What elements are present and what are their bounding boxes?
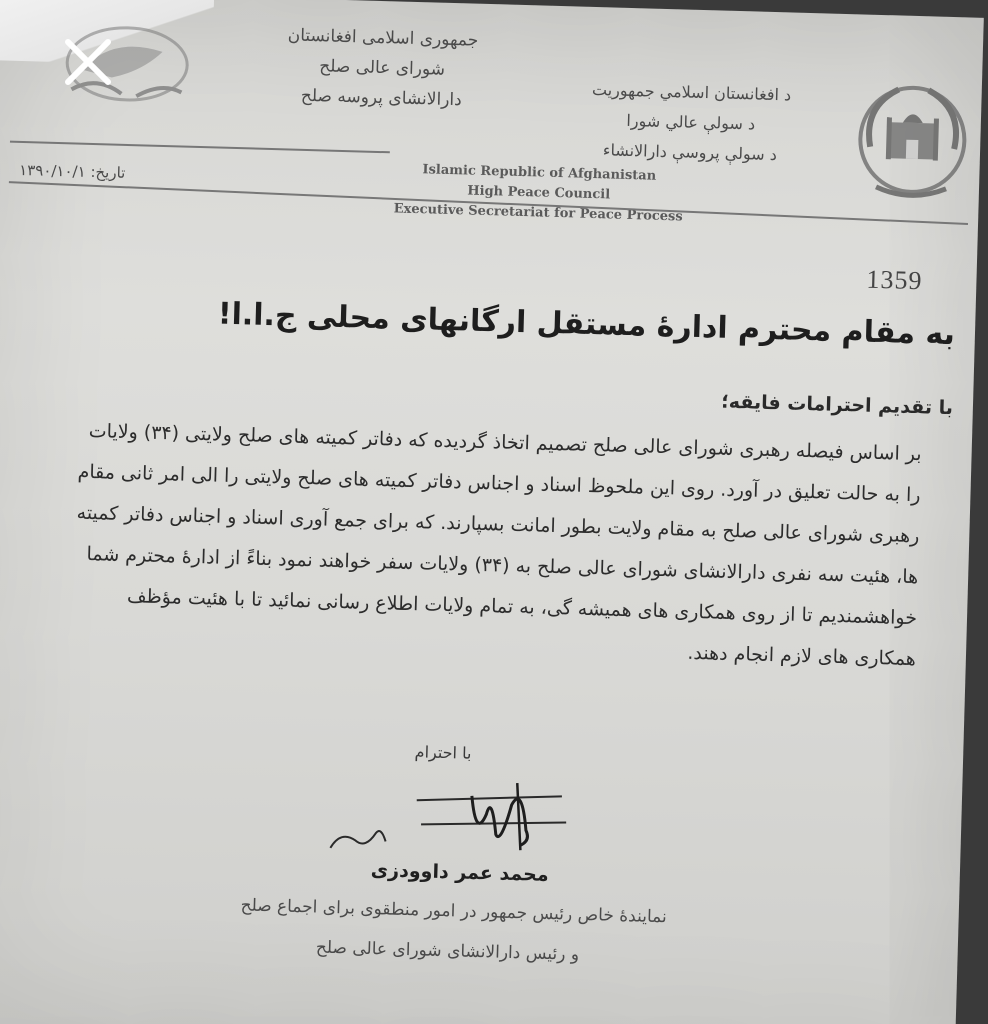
letterhead-line: د افغانستان اسلامي جمهوریت xyxy=(591,79,792,105)
letterhead-line: شورای عالی صلح xyxy=(319,56,446,80)
pashto-letterhead xyxy=(570,74,812,171)
letterhead-line: Executive Secretariat for Peace Process xyxy=(393,201,683,225)
body-line: همکاری های لازم انجام دهند. xyxy=(687,641,917,671)
addressee-line: به مقام محترم ادارهٔ مستقل ارگانهای محلی ج.ا.ا! xyxy=(217,296,956,353)
close-button[interactable] xyxy=(58,32,118,92)
letterhead-line: د سولې پروسې دارالانشاء xyxy=(602,140,778,165)
handwritten-signature xyxy=(320,770,582,867)
reference-number: 1359 xyxy=(866,264,923,296)
close-icon xyxy=(58,32,118,92)
header-divider xyxy=(10,141,390,154)
letter-body xyxy=(36,410,923,680)
dari-letterhead xyxy=(251,19,513,116)
body-line: رهبری شورای عالی صلح به مقام ولایت بطور امانت بسپارند. که برای جمع آوری اسناد و اجناس دفاتر کمیته xyxy=(76,501,920,548)
letterhead-line: High Peace Council xyxy=(467,183,611,203)
body-line: را به حالت تعلیق در آورد. روی این ملحوظ اسناد و اجناس دفاتر کمیته های صلح ولایتی را الی امر ثانی مقام xyxy=(77,460,921,507)
signer-title: نمایندهٔ خاص رئیس جمهور در امور منطقوی برای اجماع صلح xyxy=(240,895,667,928)
date-label: تاریخ: xyxy=(90,162,126,182)
letterhead-line: د سولې عالي شورا xyxy=(626,110,756,134)
closing-line: با احترام xyxy=(414,742,472,763)
signer-name: محمد عمر داوودزی xyxy=(370,859,549,887)
signer-title: و رئیس دارالانشای شورای عالی صلح xyxy=(315,937,580,965)
date-field xyxy=(19,161,126,182)
body-line: خواهشمندیم تا از روی همکاری های همیشه گی، به تمام ولایات اطلاع رسانی نمائید تا با هئیت مؤظف xyxy=(126,585,918,630)
greeting-line: با تقدیم احترامات فایقه؛ xyxy=(720,390,954,420)
date-value: ۱۳۹۰/۱۰/۱ xyxy=(18,160,86,181)
national-emblem xyxy=(850,76,974,214)
letterhead-line: جمهوری اسلامی افغانستان xyxy=(287,25,479,51)
body-line: بر اساس فیصله رهبری شورای عالی صلح تصمیم اتخاذ گردیده که دفاتر کمیته های صلح ولایتی (۳۴) ولایات xyxy=(88,419,922,466)
letterhead-line: Islamic Republic of Afghanistan xyxy=(422,162,657,184)
letterhead-line: دارالانشای پروسه صلح xyxy=(300,85,462,111)
english-letterhead xyxy=(383,159,695,228)
body-line: ها، هئیت سه نفری دارالانشای شورای عالی صلح به (۳۴) ولایات سفر خواهند نمود بناءً از ادارهٔ محترم شما xyxy=(86,542,919,589)
